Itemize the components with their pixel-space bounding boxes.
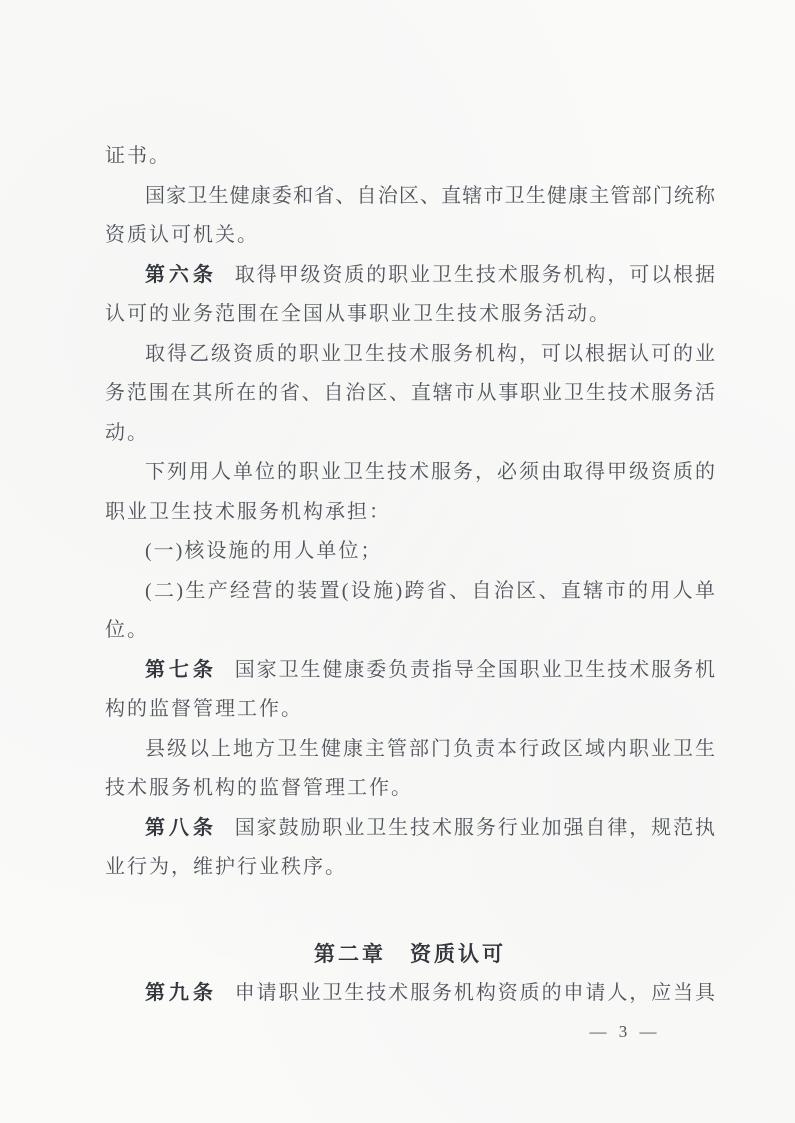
- text-line: 认可的业务范围在全国从事职业卫生技术服务活动。: [105, 303, 611, 325]
- text-line: 证书。: [105, 145, 171, 167]
- text-line: 业行为，维护行业秩序。: [105, 856, 347, 878]
- text-line: 取得乙级资质的职业卫生技术服务机构，可以根据认可的业: [145, 342, 715, 365]
- text-line: 位。: [105, 619, 149, 641]
- text-line: 国家卫生健康委和省、自治区、直辖市卫生健康主管部门统称: [145, 184, 715, 207]
- page-number: — 3 —: [589, 1022, 661, 1041]
- article-line: 第六条 取得甲级资质的职业卫生技术服务机构，可以根据: [145, 263, 715, 286]
- text-line: 职业卫生技术服务机构承担：: [105, 500, 391, 523]
- article-number: 第七条: [145, 658, 217, 681]
- chapter-heading: [105, 935, 715, 975]
- chapter-title: 资质认可: [410, 942, 506, 966]
- text-line: 构的监督管理工作。: [105, 698, 303, 720]
- article-line: 第八条 国家鼓励职业卫生技术服务行业加强自律，规范执: [145, 816, 715, 839]
- text-line: 务范围在其所在的省、自治区、直辖市从事职业卫生技术服务活: [105, 382, 715, 404]
- article-line: 第九条 申请职业卫生技术服务机构资质的申请人，应当具: [145, 982, 715, 1004]
- article-number: 第八条: [145, 816, 217, 839]
- text-line: 技术服务机构的监督管理工作。: [105, 777, 413, 799]
- article-line: 第七条 国家卫生健康委负责指导全国职业卫生技术服务机: [145, 658, 715, 681]
- text-line: 下列用人单位的职业卫生技术服务，必须由取得甲级资质的: [145, 461, 715, 483]
- text-line: 县级以上地方卫生健康主管部门负责本行政区域内职业卫生: [145, 737, 715, 760]
- text-line: 资质认可机关。: [105, 224, 259, 246]
- text-line: (二)生产经营的装置(设施)跨省、自治区、直辖市的用人单: [145, 579, 715, 602]
- text-line: (一)核设施的用人单位；: [145, 540, 383, 562]
- chapter-number: 第二章: [314, 942, 386, 966]
- article-number: 第九条: [145, 982, 217, 1004]
- text-line: 动。: [105, 421, 149, 444]
- document-body: [105, 137, 715, 1014]
- article-number: 第六条: [145, 263, 217, 286]
